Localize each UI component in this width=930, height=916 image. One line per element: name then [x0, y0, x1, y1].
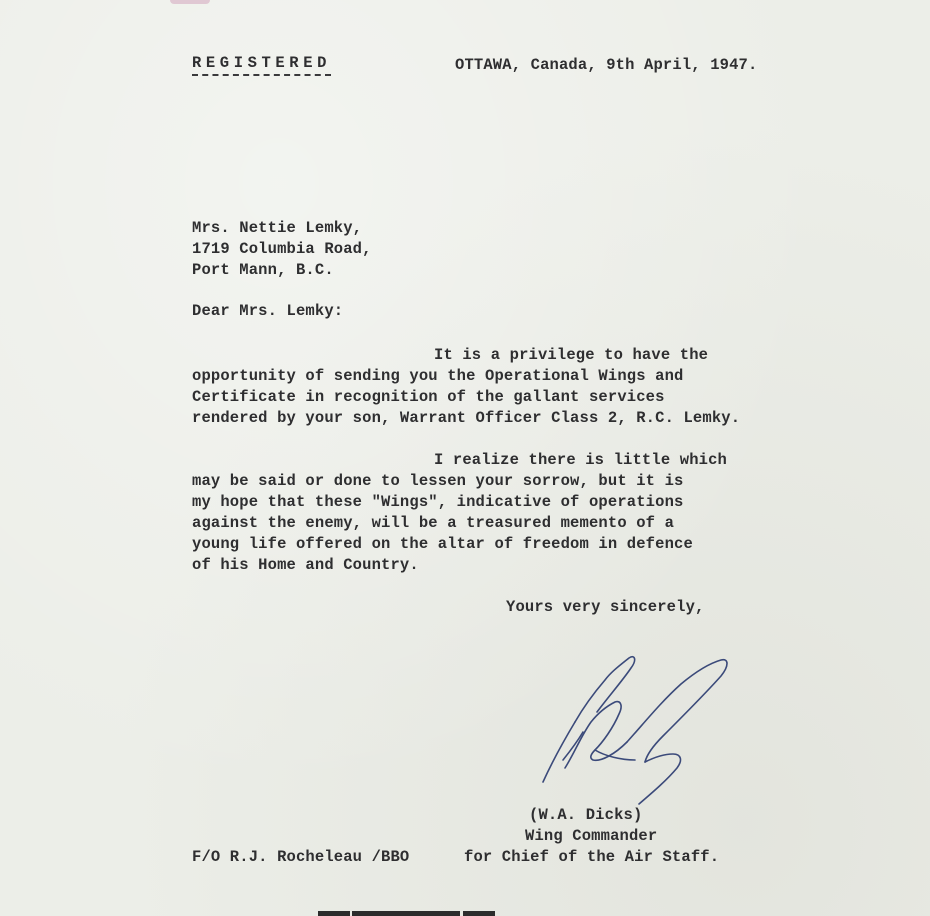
address-line: 1719 Columbia Road, — [192, 240, 372, 258]
signatory-for: for Chief of the Air Staff. — [464, 848, 720, 866]
address-line: Mrs. Nettie Lemky, — [192, 219, 363, 237]
scan-edge-mark — [352, 911, 460, 916]
signatory-name: (W.A. Dicks) — [529, 806, 643, 824]
paper-edge-mark — [170, 0, 210, 4]
reference-initials: F/O R.J. Rocheleau /BBO — [192, 848, 410, 866]
paragraph-line: opportunity of sending you the Operational Wings and — [192, 367, 684, 385]
scan-edge-mark — [463, 911, 495, 916]
paragraph-line: It is a privilege to have the — [434, 346, 709, 364]
registered-heading: REGISTERED — [192, 54, 331, 76]
salutation: Dear Mrs. Lemky: — [192, 302, 344, 320]
paragraph-line: against the enemy, will be a treasured memento of a — [192, 514, 675, 532]
scan-edge-mark — [318, 911, 350, 916]
paragraph-line: young life offered on the altar of freedom in defence — [192, 535, 693, 553]
paragraph-line: may be said or done to lessen your sorrow, but it is — [192, 472, 684, 490]
paragraph-line: I realize there is little which — [434, 451, 727, 469]
paragraph-line: Certificate in recognition of the gallant services — [192, 388, 665, 406]
address-line: Port Mann, B.C. — [192, 261, 334, 279]
signatory-title: Wing Commander — [525, 827, 658, 845]
paragraph-line: my hope that these "Wings", indicative of operations — [192, 493, 684, 511]
closing: Yours very sincerely, — [506, 598, 705, 616]
paragraph-line: of his Home and Country. — [192, 556, 419, 574]
place-date: OTTAWA, Canada, 9th April, 1947. — [455, 56, 758, 74]
handwritten-signature — [535, 650, 735, 815]
paragraph-line: rendered by your son, Warrant Officer Class 2, R.C. Lemky. — [192, 409, 741, 427]
